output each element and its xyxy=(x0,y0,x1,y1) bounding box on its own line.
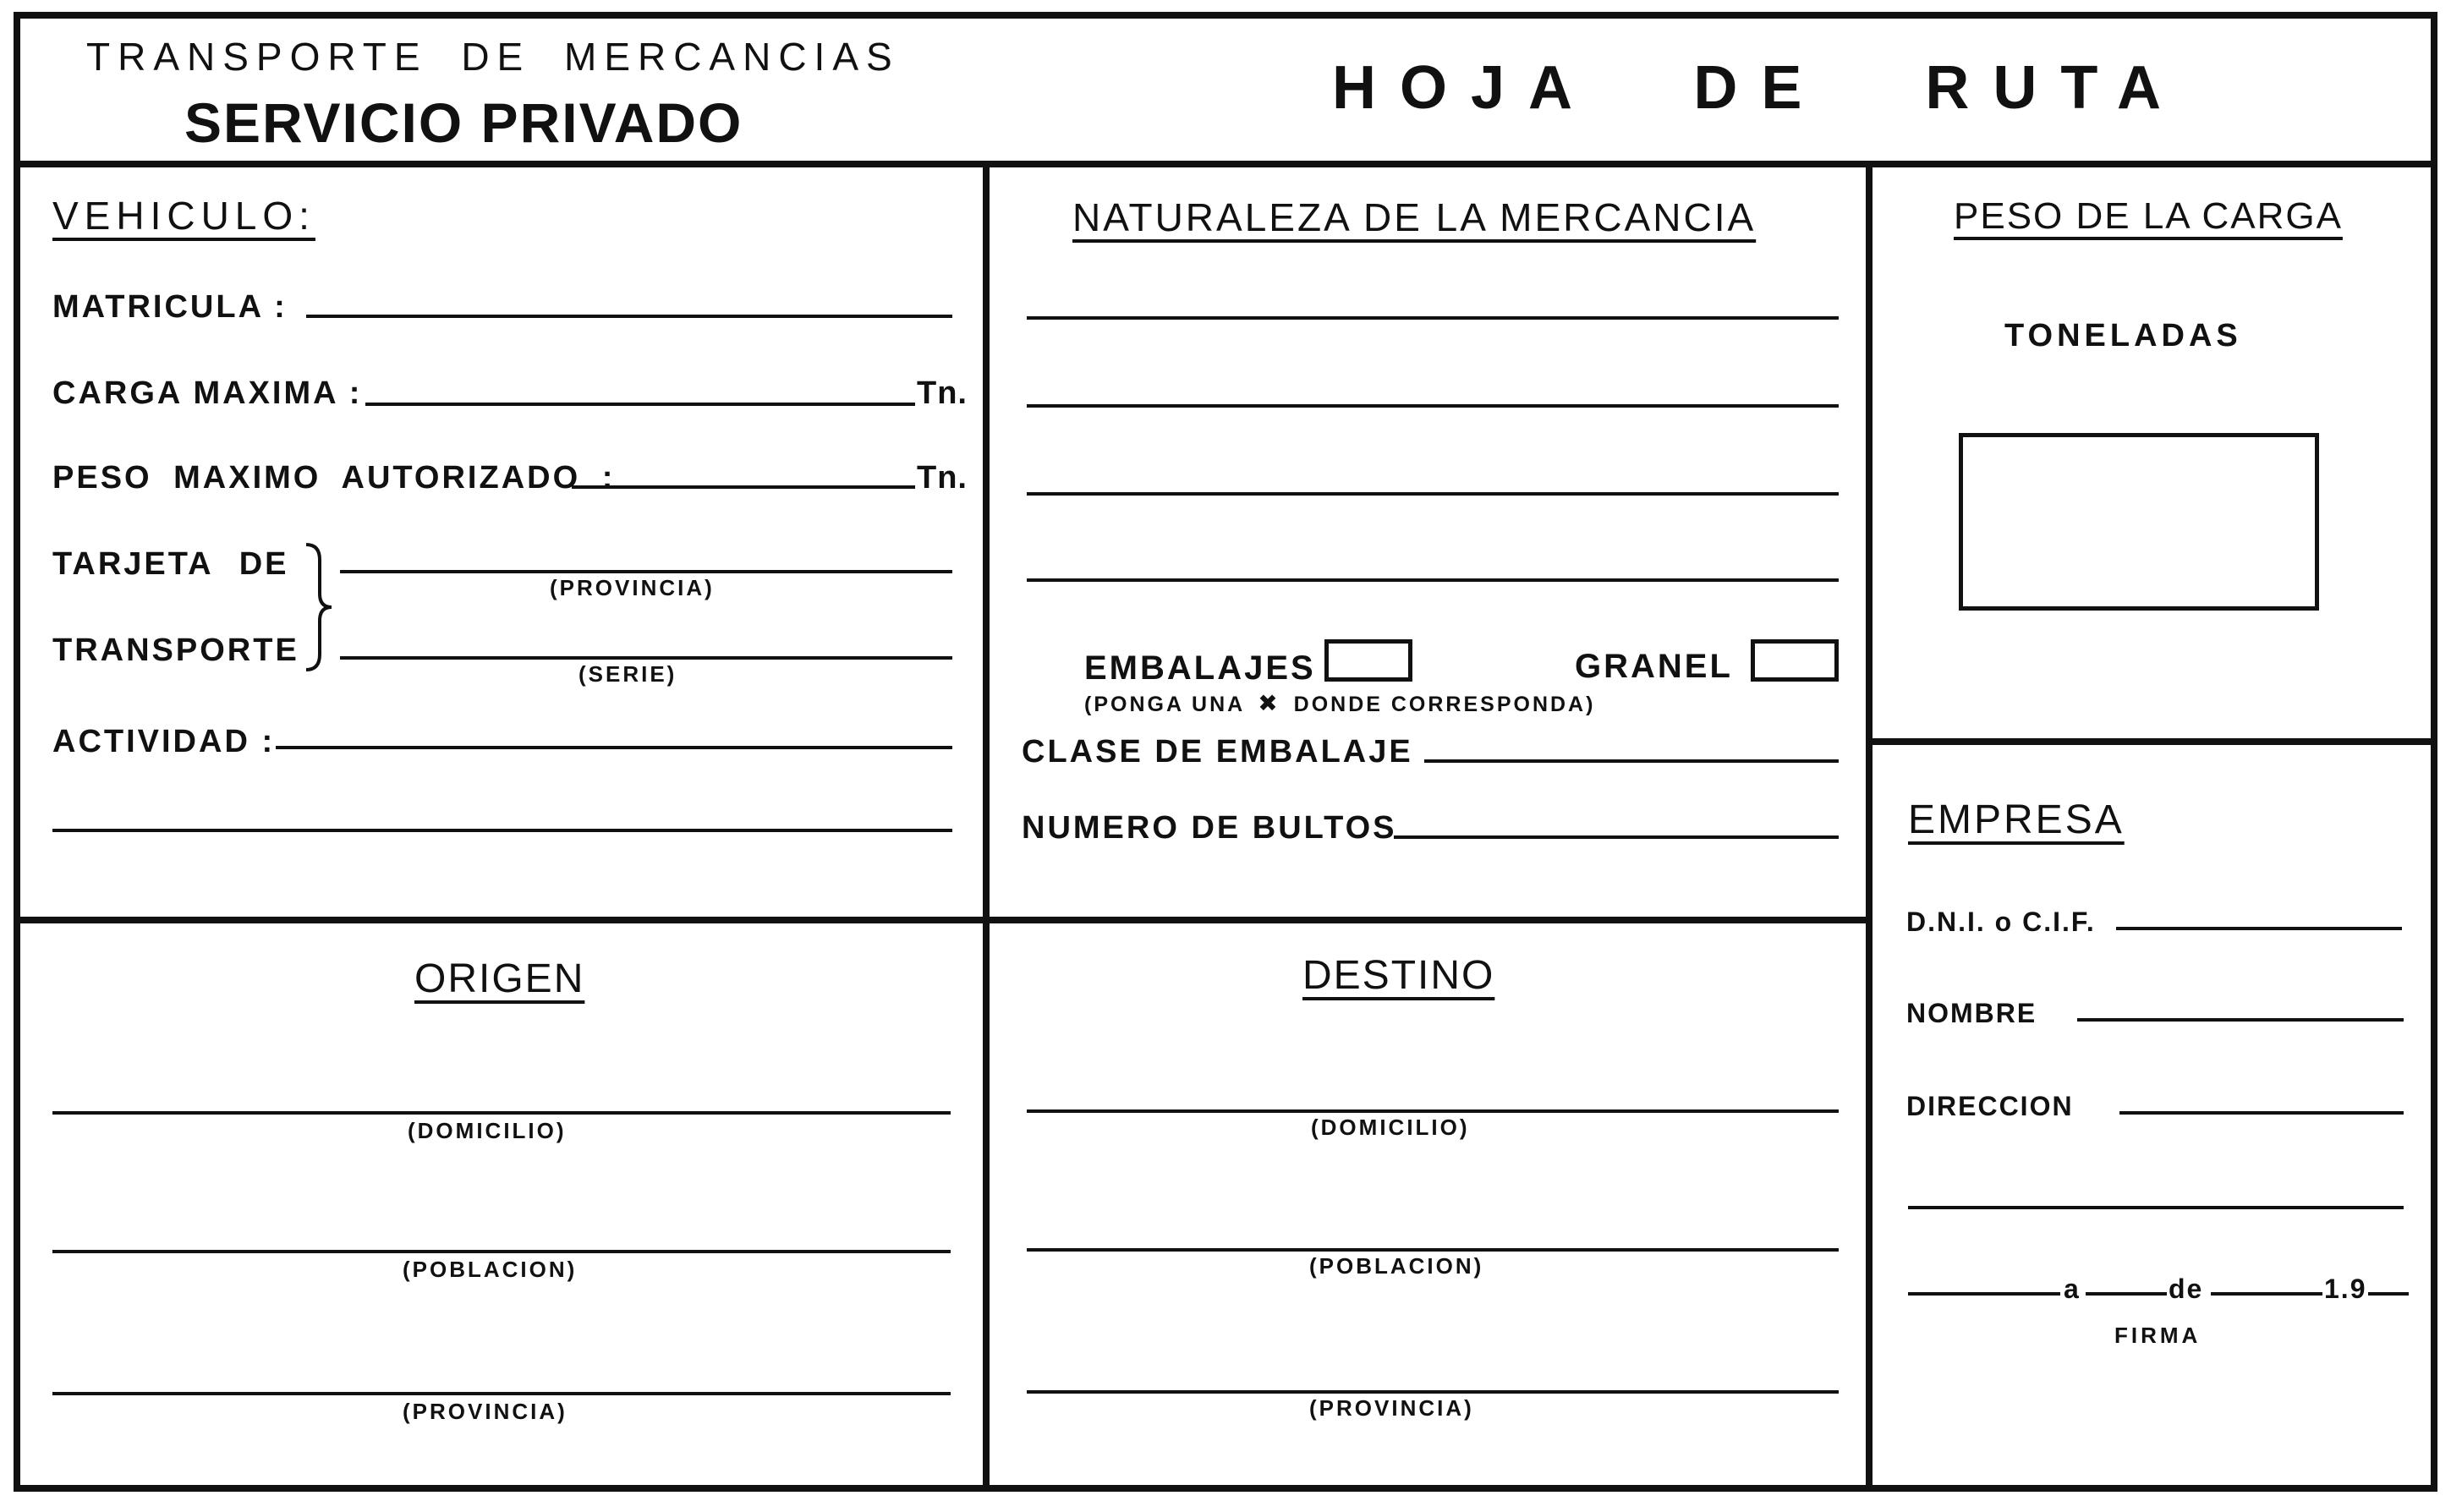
nombre-field[interactable] xyxy=(2077,1018,2404,1022)
origen-heading: ORIGEN xyxy=(414,956,585,1001)
tarjeta-provincia-field[interactable] xyxy=(340,570,952,573)
middle-divider xyxy=(14,917,1871,923)
peso-maximo-unit: Tn. xyxy=(917,460,968,496)
matricula-field[interactable] xyxy=(306,315,952,318)
dni-field[interactable] xyxy=(2116,927,2402,930)
origen-domicilio-caption: (DOMICILIO) xyxy=(408,1118,567,1143)
date-a-label: a xyxy=(2064,1274,2081,1304)
header-divider xyxy=(14,161,2437,167)
matricula-label: MATRICULA : xyxy=(52,289,288,325)
peso-empresa-divider xyxy=(1871,738,2437,745)
destino-poblacion-field[interactable] xyxy=(1027,1248,1839,1252)
mercancia-line-3[interactable] xyxy=(1027,492,1839,496)
direccion-field-2[interactable] xyxy=(1908,1206,2404,1209)
numero-bultos-field[interactable] xyxy=(1394,835,1839,839)
date-de-label: de xyxy=(2169,1274,2204,1304)
destino-domicilio-field[interactable] xyxy=(1027,1109,1839,1113)
actividad-label: ACTIVIDAD : xyxy=(52,724,276,759)
carga-maxima-field[interactable] xyxy=(365,403,915,406)
mercancia-line-2[interactable] xyxy=(1027,404,1839,408)
header-subtitle: TRANSPORTE DE MERCANCIAS xyxy=(86,35,900,79)
date-month-field[interactable] xyxy=(2211,1292,2322,1296)
header-service: SERVICIO PRIVADO xyxy=(184,91,743,154)
date-year-field[interactable] xyxy=(2368,1292,2409,1296)
embalaje-note-start: (PONGA UNA xyxy=(1084,693,1245,716)
peso-unit-label: TONELADAS xyxy=(2004,318,2242,353)
page-title: HOJA DE RUTA xyxy=(1332,54,2185,122)
embalaje-note-end: DONDE CORRESPONDA) xyxy=(1293,693,1596,716)
tarjeta-serie-caption: (SERIE) xyxy=(578,661,677,687)
date-day-field[interactable] xyxy=(2086,1292,2167,1296)
vehiculo-heading: VEHICULO: xyxy=(52,194,315,238)
clase-embalaje-label: CLASE DE EMBALAJE xyxy=(1022,734,1413,770)
origen-poblacion-caption: (POBLACION) xyxy=(403,1257,578,1282)
peso-maximo-label: PESO MAXIMO AUTORIZADO : xyxy=(52,460,616,496)
actividad-field[interactable] xyxy=(276,746,952,749)
peso-maximo-field[interactable] xyxy=(572,485,915,489)
toneladas-input[interactable] xyxy=(1959,433,2319,611)
clase-embalaje-field[interactable] xyxy=(1424,759,1839,763)
granel-checkbox[interactable] xyxy=(1751,639,1839,682)
destino-provincia-caption: (PROVINCIA) xyxy=(1309,1395,1474,1421)
tarjeta-label-2: TRANSPORTE xyxy=(52,633,299,668)
column-divider-1 xyxy=(983,164,990,1492)
destino-provincia-field[interactable] xyxy=(1027,1390,1839,1394)
mercancia-heading: NATURALEZA DE LA MERCANCIA xyxy=(1072,195,1757,239)
dni-label: D.N.I. o C.I.F. xyxy=(1906,907,2096,937)
destino-poblacion-caption: (POBLACION) xyxy=(1309,1253,1484,1279)
origen-poblacion-field[interactable] xyxy=(52,1250,951,1253)
nombre-label: NOMBRE xyxy=(1906,998,2037,1028)
column-divider-2 xyxy=(1866,164,1873,1492)
firma-label: FIRMA xyxy=(2114,1323,2202,1348)
actividad-field-2[interactable] xyxy=(52,829,952,832)
direccion-label: DIRECCION xyxy=(1906,1091,2074,1121)
direccion-field[interactable] xyxy=(2119,1111,2404,1115)
granel-label: GRANEL xyxy=(1575,648,1733,685)
origen-domicilio-field[interactable] xyxy=(52,1111,951,1115)
embalaje-note xyxy=(1084,689,1596,717)
carga-maxima-label: CARGA MAXIMA : xyxy=(52,375,363,411)
carga-maxima-unit: Tn. xyxy=(917,375,968,411)
embalajes-label: EMBALAJES xyxy=(1084,649,1316,687)
origen-provincia-field[interactable] xyxy=(52,1392,951,1395)
tarjeta-brace-icon xyxy=(301,541,335,673)
peso-heading: PESO DE LA CARGA xyxy=(1954,195,2343,237)
origen-provincia-caption: (PROVINCIA) xyxy=(403,1399,568,1424)
tarjeta-provincia-caption: (PROVINCIA) xyxy=(550,575,715,600)
x-mark-icon: ✖ xyxy=(1258,689,1280,717)
mercancia-line-4[interactable] xyxy=(1027,578,1839,582)
embalajes-checkbox[interactable] xyxy=(1324,639,1412,682)
destino-heading: DESTINO xyxy=(1302,953,1495,998)
numero-bultos-label: NUMERO DE BULTOS xyxy=(1022,810,1397,846)
tarjeta-label-1: TARJETA DE xyxy=(52,546,289,582)
tarjeta-serie-field[interactable] xyxy=(340,656,952,660)
date-year-label: 1.9 xyxy=(2324,1274,2367,1304)
destino-domicilio-caption: (DOMICILIO) xyxy=(1311,1115,1470,1140)
empresa-heading: EMPRESA xyxy=(1908,797,2125,842)
date-place-field[interactable] xyxy=(1908,1292,2060,1296)
mercancia-line-1[interactable] xyxy=(1027,316,1839,320)
